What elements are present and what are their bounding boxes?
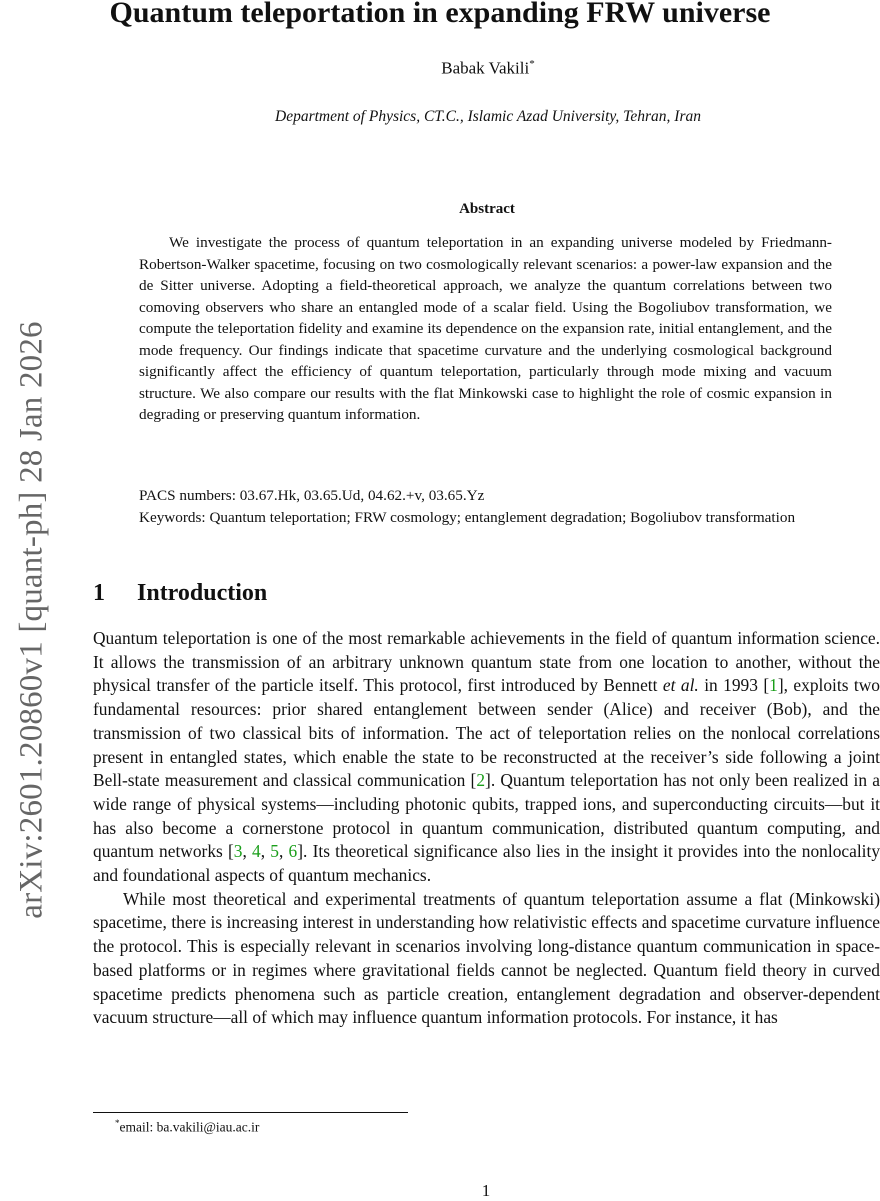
intro-paragraph-1 bbox=[93, 627, 880, 888]
text-run: ]. Quantum teleportation has not only been realized in a wide range of physical systems—including photonic qubits, trapped ions, and superconducting circuits—but it has also become a cornerstone protocol in quantum communication, distributed quantum computing, and quantum networks [ bbox=[93, 770, 880, 862]
text-run: , bbox=[242, 841, 253, 862]
citation-link-3[interactable]: 3 bbox=[233, 841, 243, 862]
footnote-mark: * bbox=[115, 1118, 120, 1128]
page-number: 1 bbox=[481, 1181, 491, 1200]
section-heading-introduction bbox=[93, 580, 267, 607]
citation-link-1[interactable]: 1 bbox=[769, 675, 778, 696]
pacs-numbers: PACS numbers: 03.67.Hk, 03.65.Ud, 04.62.+v, 03.65.Yz bbox=[139, 487, 485, 504]
footnote-email: email: ba.vakili@iau.ac.ir bbox=[119, 1119, 260, 1135]
citation-link-4[interactable]: 4 bbox=[252, 841, 261, 862]
citation-link-5[interactable]: 5 bbox=[270, 841, 279, 862]
footnote-rule bbox=[93, 1112, 408, 1113]
affiliation: Department of Physics, CT.C., Islamic Azad University, Tehran, Iran bbox=[275, 108, 701, 125]
section-number: 1 bbox=[93, 580, 105, 606]
text-run: , bbox=[260, 841, 271, 862]
pacs-keywords-block bbox=[139, 485, 832, 528]
arxiv-stamp-text: arXiv:2601.20860v1 [quant-ph] 28 Jan 2026 bbox=[13, 321, 50, 919]
keywords: Keywords: Quantum teleportation; FRW cosmology; entanglement degradation; Bogoliubov transformation bbox=[139, 508, 796, 526]
text-run-italic: et al. bbox=[662, 675, 699, 696]
text-run: , bbox=[279, 841, 289, 862]
abstract-text: We investigate the process of quantum teleportation in an expanding universe modeled by Friedmann-Robertson-Walker spacetime, focusing on two cosmologically relevant scenarios: a power-law expansion and the de Sitter universe. Adopting a field-theoretical approach, we analyze the quantum correlations between two comoving observers who share an entangled mode of a scalar field. Using the Bogoliubov transformation, we compute the teleportation fidelity and examine its dependence on the expansion rate, initial entanglement, and the mode frequency. Our findings indicate that spacetime curvature and the underlying cosmological background significantly affect the efficiency of quantum teleportation, particularly through mode mixing and vacuum structure. We also compare our results with the flat Minkowski case to highlight the role of cosmic expansion in degrading or preserving quantum information. bbox=[139, 234, 832, 423]
text-run: in 1993 [ bbox=[698, 675, 770, 696]
arxiv-side-stamp bbox=[14, 290, 50, 950]
section-title: Introduction bbox=[137, 580, 268, 606]
paper-title: Quantum teleportation in expanding FRW universe bbox=[109, 0, 771, 29]
author-name: Babak Vakili bbox=[441, 58, 530, 78]
abstract-heading: Abstract bbox=[459, 201, 515, 217]
text-run: Quantum teleportation is one of the most remarkable achievements in the field of quantum information science. It allows the transmission of an arbitrary unknown quantum state from one location to another, without the physical transfer of the particle itself. This protocol, first introduced by Bennett bbox=[93, 628, 880, 696]
citation-link-6[interactable]: 6 bbox=[288, 841, 298, 862]
citation-link-2[interactable]: 2 bbox=[476, 770, 486, 791]
intro-paragraph-2: While most theoretical and experimental treatments of quantum teleportation assume a flat (Minkowski) spacetime, there is increasing interest in understanding how relativistic effects and spacetime curvature influence the protocol. This is especially relevant in scenarios involving long-distance quantum communication in space-based platforms or in regimes where gravitational fields cannot be neglected. Quantum field theory in curved spacetime predicts phenomena such as particle creation, entanglement degradation and observer-dependent vacuum structure—all of which may influence quantum information protocols. For instance, it has bbox=[93, 888, 880, 1028]
author-line bbox=[0, 58, 880, 79]
author-footnote-mark[interactable]: * bbox=[529, 58, 535, 70]
footnote bbox=[115, 1118, 259, 1136]
text-run: ]. Its theoretical significance also lies in the insight it provides into the nonlocality and foundational aspects of quantum mechanics. bbox=[93, 841, 880, 886]
introduction-body bbox=[93, 627, 880, 1030]
text-run: ], exploits two fundamental resources: prior shared entanglement between sender (Alice) and receiver (Bob), and the transmission of two classical bits of information. The act of teleportation relies on the nonlocal correlations present in entangled states, which enable the state to be reconstructed at the receiver’s side following a joint Bell-state measurement and classical communication [ bbox=[93, 675, 880, 791]
